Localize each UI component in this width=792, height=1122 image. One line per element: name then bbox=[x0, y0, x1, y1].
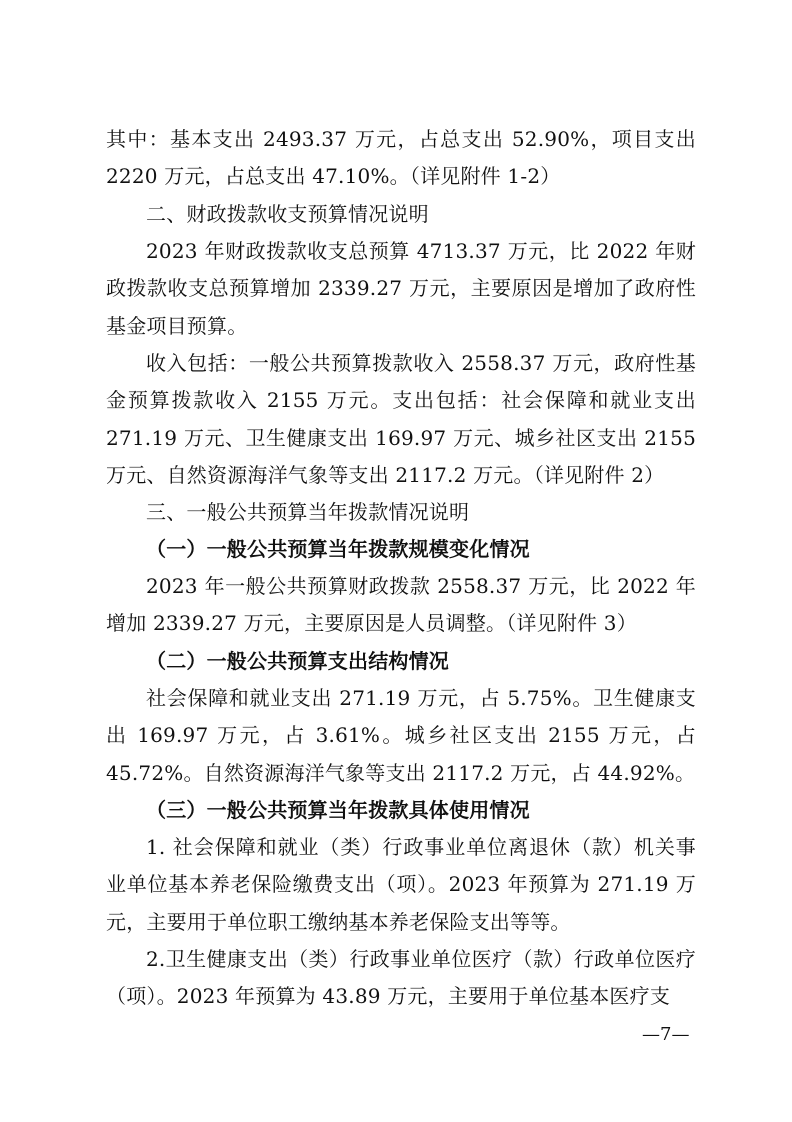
paragraph-fiscal-budget-total: 2023 年财政拨款收支总预算 4713.37 万元，比 2022 年财政拨款收支总预算增加 2339.27 万元，主要原因是增加了政府性基金项目预算。 bbox=[106, 239, 696, 338]
subsection-heading-1: （一）一般公共预算当年拨款规模变化情况 bbox=[146, 537, 530, 561]
section-heading-2: 二、财政拨款收支预算情况说明 bbox=[146, 202, 429, 226]
subsection-heading-3: （三）一般公共预算当年拨款具体使用情况 bbox=[146, 798, 530, 822]
section-heading-3: 三、一般公共预算当年拨款情况说明 bbox=[146, 500, 470, 524]
paragraph-item-2: 2.卫生健康支出（类）行政事业单位医疗（款）行政单位医疗（项）。2023 年预算为 43.89 万元，主要用于单位基本医疗支 bbox=[106, 947, 696, 1009]
paragraph-scale-change: 2023 年一般公共预算财政拨款 2558.37 万元，比 2022 年增加 2339.27 万元，主要原因是人员调整。（详见附件 3） bbox=[106, 574, 696, 636]
paragraph-expenditure-breakdown: 其中：基本支出 2493.37 万元，占总支出 52.90%，项目支出 2220 万元，占总支出 47.10%。（详见附件 1-2） bbox=[106, 127, 696, 189]
paragraph-item-1: 1. 社会保障和就业（类）行政事业单位离退休（款）机关事业单位基本养老保险缴费支出（项）。2023 年预算为 271.19 万元，主要用于单位职工缴纳基本养老保险支出等等。 bbox=[106, 835, 696, 934]
subsection-heading-2: （二）一般公共预算支出结构情况 bbox=[146, 649, 449, 673]
page-number: —7— bbox=[642, 1024, 690, 1045]
paragraph-expenditure-structure: 社会保障和就业支出 271.19 万元，占 5.75%。卫生健康支出 169.97 万元，占 3.61%。城乡社区支出 2155 万元，占 45.72%。自然资源海洋气象等支出 2117.2 万元，占 44.92%。 bbox=[106, 686, 696, 785]
paragraph-income-expenditure: 收入包括：一般公共预算拨款收入 2558.37 万元，政府性基金预算拨款收入 2155 万元。支出包括：社会保障和就业支出 271.19 万元、卫生健康支出 169.97 万元、城乡社区支出 2155 万元、自然资源海洋气象等支出 2117.2 万元。（详见附件 2） bbox=[106, 351, 696, 487]
